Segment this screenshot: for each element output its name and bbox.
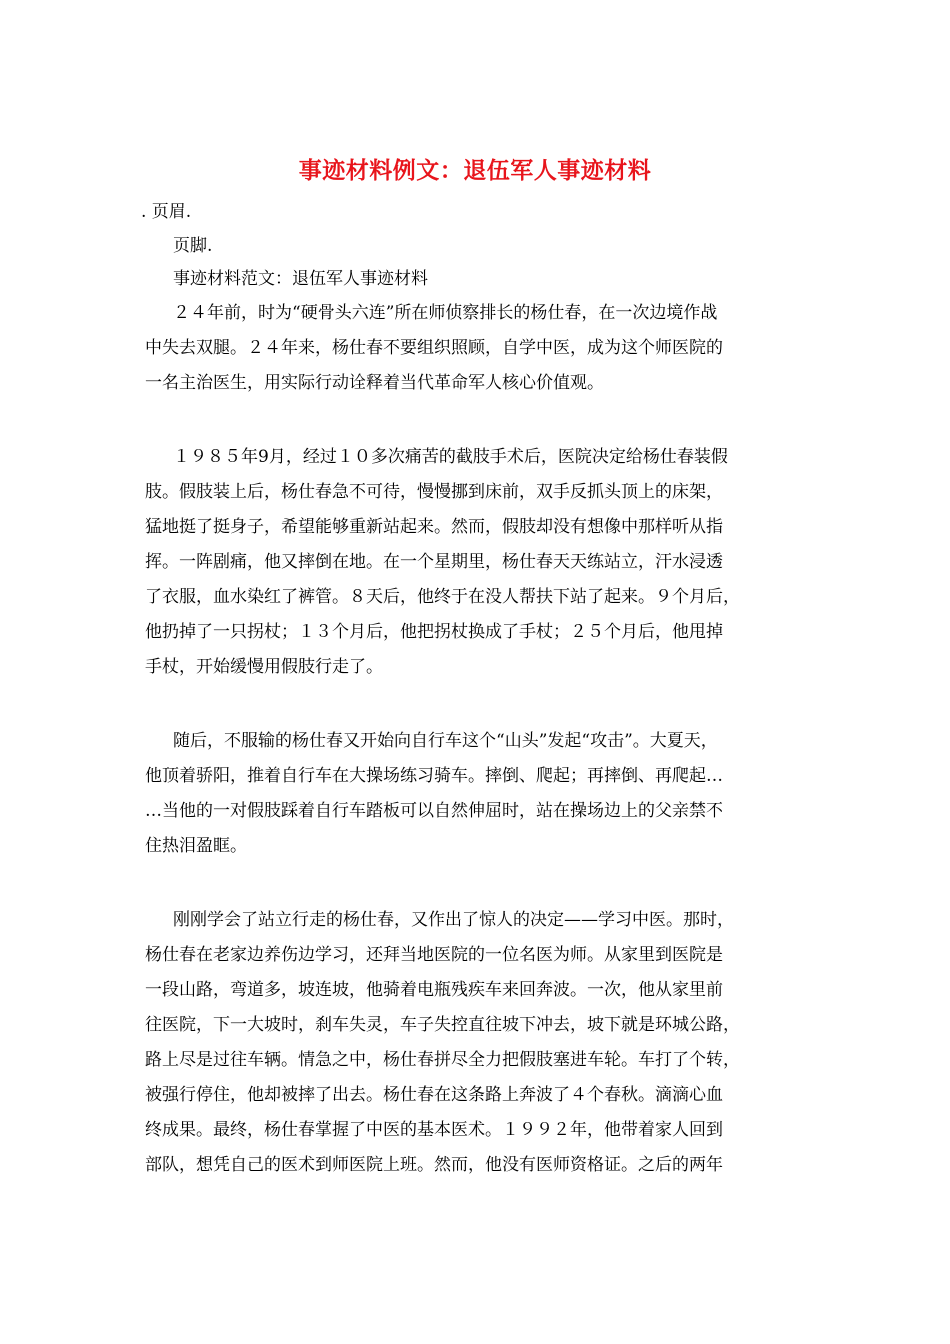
paragraph-2-line-2: 肢。假肢装上后，杨仕春急不可待，慢慢挪到床前，双手反抓头顶上的床架， xyxy=(145,482,723,502)
paragraph-4-line-7: 终成果。最终，杨仕春掌握了中医的基本医术。１９９２年，他带着家人回到 xyxy=(145,1120,723,1140)
paragraph-1-line-1: ２４年前，时为“硬骨头六连”所在师侦察排长的杨仕春，在一次边境作战 xyxy=(173,303,718,323)
paragraph-2-line-1: １９８５年9月，经过１０多次痛苦的截肢手术后，医院决定给杨仕春装假 xyxy=(173,447,728,467)
header-line: . 页眉. xyxy=(141,202,192,222)
paragraph-4-line-3: 一段山路，弯道多，坡连坡，他骑着电瓶残疾车来回奔波。一次，他从家里前 xyxy=(145,980,723,1000)
paragraph-2-line-5: 了衣服，血水染红了裤管。８天后，他终于在没人帮扶下站了起来。９个月后， xyxy=(145,587,740,607)
paragraph-2-line-4: 挥。一阵剧痛，他又摔倒在地。在一个星期里，杨仕春天天练站立，汗水浸透 xyxy=(145,552,723,572)
paragraph-3-line-4: 住热泪盈眶。 xyxy=(145,836,247,856)
paragraph-1-line-3: 一名主治医生，用实际行动诠释着当代革命军人核心价值观。 xyxy=(145,373,604,393)
document-title: 事迹材料例文：退伍军人事迹材料 xyxy=(298,158,652,184)
paragraph-2-line-7: 手杖，开始缓慢用假肢行走了。 xyxy=(145,657,383,677)
paragraph-4-line-1: 刚刚学会了站立行走的杨仕春，又作出了惊人的决定——学习中医。那时， xyxy=(173,910,734,930)
paragraph-3-line-1: 随后，不服输的杨仕春又开始向自行车这个“山头”发起“攻击”。大夏天， xyxy=(173,731,718,751)
paragraph-3-line-3: …当他的一对假肢踩着自行车踏板可以自然伸屈时，站在操场边上的父亲禁不 xyxy=(145,801,723,821)
paragraph-1-line-2: 中失去双腿。２４年来，杨仕春不要组织照顾，自学中医，成为这个师医院的 xyxy=(145,338,723,358)
paragraph-3-line-2: 他顶着骄阳，推着自行车在大操场练习骑车。摔倒、爬起；再摔倒、再爬起… xyxy=(145,766,723,786)
paragraph-4-line-6: 被强行停住，他却被摔了出去。杨仕春在这条路上奔波了４个春秋。滴滴心血 xyxy=(145,1085,723,1105)
paragraph-4-line-4: 往医院，下一大坡时，刹车失灵，车子失控直往坡下冲去，坡下就是环城公路， xyxy=(145,1015,740,1035)
paragraph-2-line-6: 他扔掉了一只拐杖；１３个月后，他把拐杖换成了手杖；２５个月后，他甩掉 xyxy=(145,622,723,642)
paragraph-4-line-5: 路上尽是过往车辆。情急之中，杨仕春拼尽全力把假肢塞进车轮。车打了个转， xyxy=(145,1050,740,1070)
paragraph-4-line-8: 部队，想凭自己的医术到师医院上班。然而，他没有医师资格证。之后的两年 xyxy=(145,1155,723,1175)
footer-line: 页脚. xyxy=(173,236,213,256)
paragraph-2-line-3: 猛地挺了挺身子，希望能够重新站起来。然而，假肢却没有想像中那样听从指 xyxy=(145,517,723,537)
doc-subtitle: 事迹材料范文：退伍军人事迹材料 xyxy=(173,269,428,289)
paragraph-4-line-2: 杨仕春在老家边养伤边学习，还拜当地医院的一位名医为师。从家里到医院是 xyxy=(145,945,723,965)
